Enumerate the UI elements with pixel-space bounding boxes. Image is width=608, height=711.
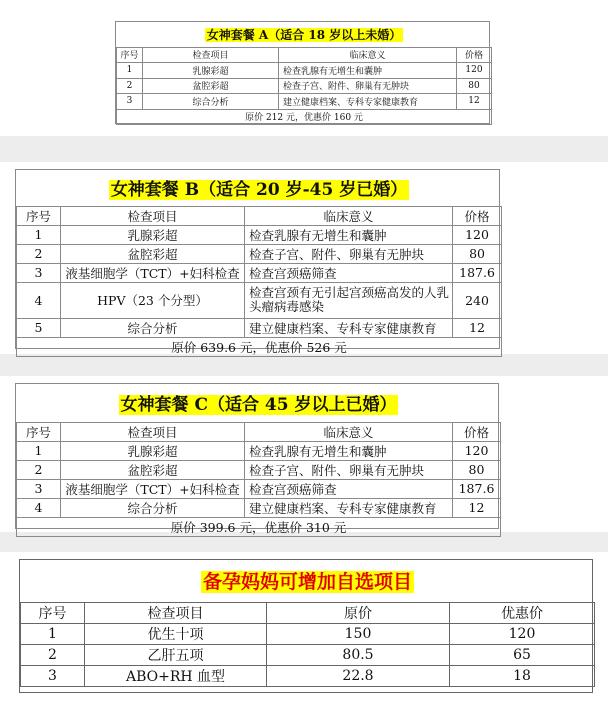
cell-index: 3 <box>21 665 85 686</box>
cell-price: 187.6 <box>453 263 502 282</box>
cell-item: 综合分析 <box>143 94 279 110</box>
cell-index: 4 <box>17 282 61 318</box>
cell-meaning: 建立健康档案、专科专家健康教育 <box>245 498 453 517</box>
cell-index: 3 <box>17 263 61 282</box>
col-header: 检查项目 <box>85 602 267 623</box>
cell-meaning: 检查宫颈有无引起宫颈癌高发的人乳头瘤病毒感染 <box>245 282 453 318</box>
col-header: 检查项目 <box>143 47 279 63</box>
cell-price: 120 <box>453 225 502 244</box>
optional-title <box>21 560 595 602</box>
cell-index: 3 <box>117 94 143 110</box>
package-title-text: 女神套餐 A（适合 18 岁以上未婚） <box>206 27 402 42</box>
table-row <box>21 623 595 644</box>
col-header: 临床意义 <box>245 422 453 441</box>
cell-discount-price: 65 <box>450 644 595 665</box>
table-row <box>17 479 501 498</box>
section-band <box>0 136 608 162</box>
cell-discount-price: 18 <box>450 665 595 686</box>
cell-price: 187.6 <box>453 479 501 498</box>
table-header-row <box>21 602 595 623</box>
price-summary: 原价 639.6 元，优惠价 526 元 <box>17 337 502 356</box>
package-c-table <box>15 383 499 535</box>
cell-item: 盆腔彩超 <box>61 460 245 479</box>
cell-price: 80 <box>457 78 492 94</box>
table-row <box>17 244 502 263</box>
package-title <box>17 384 501 422</box>
col-header: 临床意义 <box>245 206 453 225</box>
cell-meaning: 检查子宫、附件、卵巢有无肿块 <box>245 244 453 263</box>
cell-item: 综合分析 <box>61 498 245 517</box>
col-header: 价格 <box>457 47 492 63</box>
cell-item: 乳腺彩超 <box>143 63 279 79</box>
col-header: 优惠价 <box>450 602 595 623</box>
cell-meaning: 检查子宫、附件、卵巢有无肿块 <box>245 460 453 479</box>
cell-original-price: 80.5 <box>267 644 450 665</box>
table-row <box>117 78 492 94</box>
table-row <box>17 225 502 244</box>
cell-price: 80 <box>453 460 501 479</box>
cell-item: 乳腺彩超 <box>61 225 245 244</box>
col-header: 原价 <box>267 602 450 623</box>
section-band <box>0 354 608 376</box>
package-title-text: 女神套餐 B（适合 20 岁-45 岁已婚） <box>110 180 408 201</box>
cell-price: 240 <box>453 282 502 318</box>
cell-index: 2 <box>17 460 61 479</box>
table-row <box>17 318 502 337</box>
table-row <box>17 282 502 318</box>
cell-item: HPV（23 个分型） <box>61 282 245 318</box>
summary-row <box>117 109 492 125</box>
col-header: 价格 <box>453 422 501 441</box>
table-header-row <box>17 206 502 225</box>
summary-row <box>17 517 501 536</box>
cell-original-price: 22.8 <box>267 665 450 686</box>
cell-meaning: 建立健康档案、专科专家健康教育 <box>279 94 457 110</box>
table-header-row <box>117 47 492 63</box>
cell-item: 盆腔彩超 <box>143 78 279 94</box>
cell-meaning: 检查乳腺有无增生和囊肿 <box>245 225 453 244</box>
cell-index: 3 <box>17 479 61 498</box>
cell-item: 优生十项 <box>85 623 267 644</box>
cell-index: 1 <box>117 63 143 79</box>
cell-item: 液基细胞学（TCT）+妇科检查 <box>61 479 245 498</box>
cell-price: 120 <box>457 63 492 79</box>
table-row <box>117 63 492 79</box>
cell-original-price: 150 <box>267 623 450 644</box>
cell-price: 120 <box>453 441 501 460</box>
cell-item: 乳腺彩超 <box>61 441 245 460</box>
package-title <box>17 170 502 206</box>
cell-item: 盆腔彩超 <box>61 244 245 263</box>
cell-price: 12 <box>457 94 492 110</box>
cell-price: 12 <box>453 498 501 517</box>
cell-price: 12 <box>453 318 502 337</box>
cell-item: 乙肝五项 <box>85 644 267 665</box>
cell-meaning: 检查子宫、附件、卵巢有无肿块 <box>279 78 457 94</box>
table-row <box>117 94 492 110</box>
optional-title-text: 备孕妈妈可增加自选项目 <box>203 571 413 594</box>
cell-item: 液基细胞学（TCT）+妇科检查 <box>61 263 245 282</box>
col-header: 序号 <box>17 206 61 225</box>
table-row <box>21 644 595 665</box>
package-b-table <box>15 169 500 355</box>
package-title-text: 女神套餐 C（适合 45 岁以上已婚） <box>120 395 397 416</box>
cell-meaning: 检查宫颈癌筛查 <box>245 263 453 282</box>
table-row <box>17 263 502 282</box>
col-header: 临床意义 <box>279 47 457 63</box>
cell-index: 1 <box>17 225 61 244</box>
cell-meaning: 检查宫颈癌筛查 <box>245 479 453 498</box>
table-header-row <box>17 422 501 441</box>
cell-index: 1 <box>17 441 61 460</box>
cell-index: 2 <box>17 244 61 263</box>
col-header: 序号 <box>17 422 61 441</box>
cell-index: 2 <box>21 644 85 665</box>
summary-row <box>17 337 502 356</box>
col-header: 检查项目 <box>61 422 245 441</box>
cell-index: 5 <box>17 318 61 337</box>
table-row <box>21 665 595 686</box>
cell-discount-price: 120 <box>450 623 595 644</box>
price-summary: 原价 399.6 元，优惠价 310 元 <box>17 517 501 536</box>
cell-index: 2 <box>117 78 143 94</box>
table-row <box>17 460 501 479</box>
table-row <box>17 498 501 517</box>
col-header: 检查项目 <box>61 206 245 225</box>
cell-price: 80 <box>453 244 502 263</box>
cell-item: 综合分析 <box>61 318 245 337</box>
col-header: 序号 <box>117 47 143 63</box>
table-row <box>17 441 501 460</box>
col-header: 价格 <box>453 206 502 225</box>
cell-meaning: 检查乳腺有无增生和囊肿 <box>279 63 457 79</box>
price-summary: 原价 212 元，优惠价 160 元 <box>117 109 492 125</box>
cell-index: 1 <box>21 623 85 644</box>
cell-index: 4 <box>17 498 61 517</box>
cell-item: ABO+RH 血型 <box>85 665 267 686</box>
cell-meaning: 建立健康档案、专科专家健康教育 <box>245 318 453 337</box>
package-a-table <box>115 21 490 124</box>
package-title <box>117 22 492 47</box>
cell-meaning: 检查乳腺有无增生和囊肿 <box>245 441 453 460</box>
optional-items-table <box>19 559 593 693</box>
col-header: 序号 <box>21 602 85 623</box>
